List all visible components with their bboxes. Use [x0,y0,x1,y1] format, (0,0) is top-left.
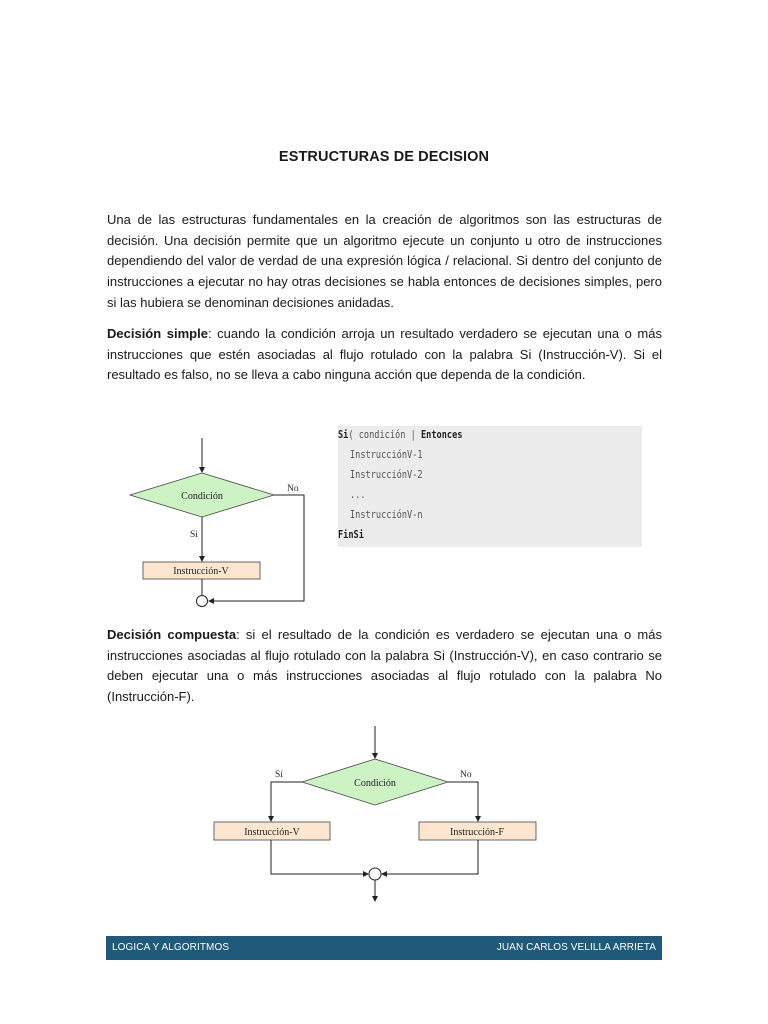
yes-flow-line [271,782,302,821]
join-node [369,868,381,880]
simple-decision-text: : cuando la condición arroja un resultado verdadero se ejecutan una o más instrucciones que estén asociadas al flujo rotulado con la palabra Si (Instrucción-V). Si el resultado es falso, no se lleva a cabo ninguna acción que dependa de la condición. [107,326,662,383]
footer-author: JUAN CARLOS VELILLA ARRIETA [496,942,656,953]
pseudocode-line-6 [338,529,364,541]
simple-decision-term: Decisión simple [107,326,208,341]
no-label: No [287,484,299,494]
pseudocode-box [338,426,642,547]
intro-paragraph: Una de las estructuras fundamentales en la creación de algoritmos son las estructuras de decisión. Una decisión permite que un algoritmo ejecute un conjunto u otro de instrucciones dependiendo del valor de verdad de una expresión lógica / relacional. Si dentro del conjunto de instrucciones a ejecutar no hay otras decisiones se habla entonces de decisiones simples, pero si las hubiera se denominan decisiones anidadas. [107,212,662,310]
simple-decision-flowchart [120,430,320,615]
instruction-v-label: Instrucción-V [173,566,229,577]
pseudocode-line-1 [338,429,462,441]
instruction-f-label: Instrucción-F [450,827,504,838]
condition-label: Condición [181,491,223,502]
yes-label: Sí [275,770,283,780]
f-to-join-line [382,840,478,874]
join-node [197,596,208,607]
no-label: No [460,770,472,780]
page-footer [106,936,662,960]
footer-course: LOGICA Y ALGORITMOS [112,942,230,953]
no-flow-line [448,782,478,821]
v-to-join-line [271,840,368,874]
compound-decision-term: Decisión compuesta [107,627,237,642]
pseudocode-keyword-entonces: Entonces [420,429,463,441]
pseudocode-line-5: InstrucciónV-n [350,509,423,521]
compound-decision-paragraph [107,625,662,708]
compound-decision-text: : si el resultado de la condición es verdadero se ejecutan una o más instrucciones asociadas al flujo rotulado con la palabra Si (Instrucción-V), en caso contrario se deben ejecutar una o más instrucciones asociadas al flujo rotulado con la palabra No (Instrucción-F). [107,627,662,705]
pseudocode-keyword-si: Si [338,429,349,441]
pseudocode-line-3: InstrucciónV-2 [350,469,423,481]
pseudocode-line-2: InstrucciónV-1 [350,449,423,461]
page-title: ESTRUCTURAS DE DECISION [278,149,490,165]
pseudocode-line-4: ... [350,489,366,501]
simple-decision-paragraph [107,324,662,386]
compound-decision-flowchart [205,720,545,905]
condition-label: Condición [354,778,396,789]
yes-label: Si [190,530,198,540]
pseudocode-condition: ( condición | [348,429,416,441]
instruction-v-label: Instrucción-V [244,827,300,838]
pseudocode-keyword-finsi: FinSi [338,529,364,541]
